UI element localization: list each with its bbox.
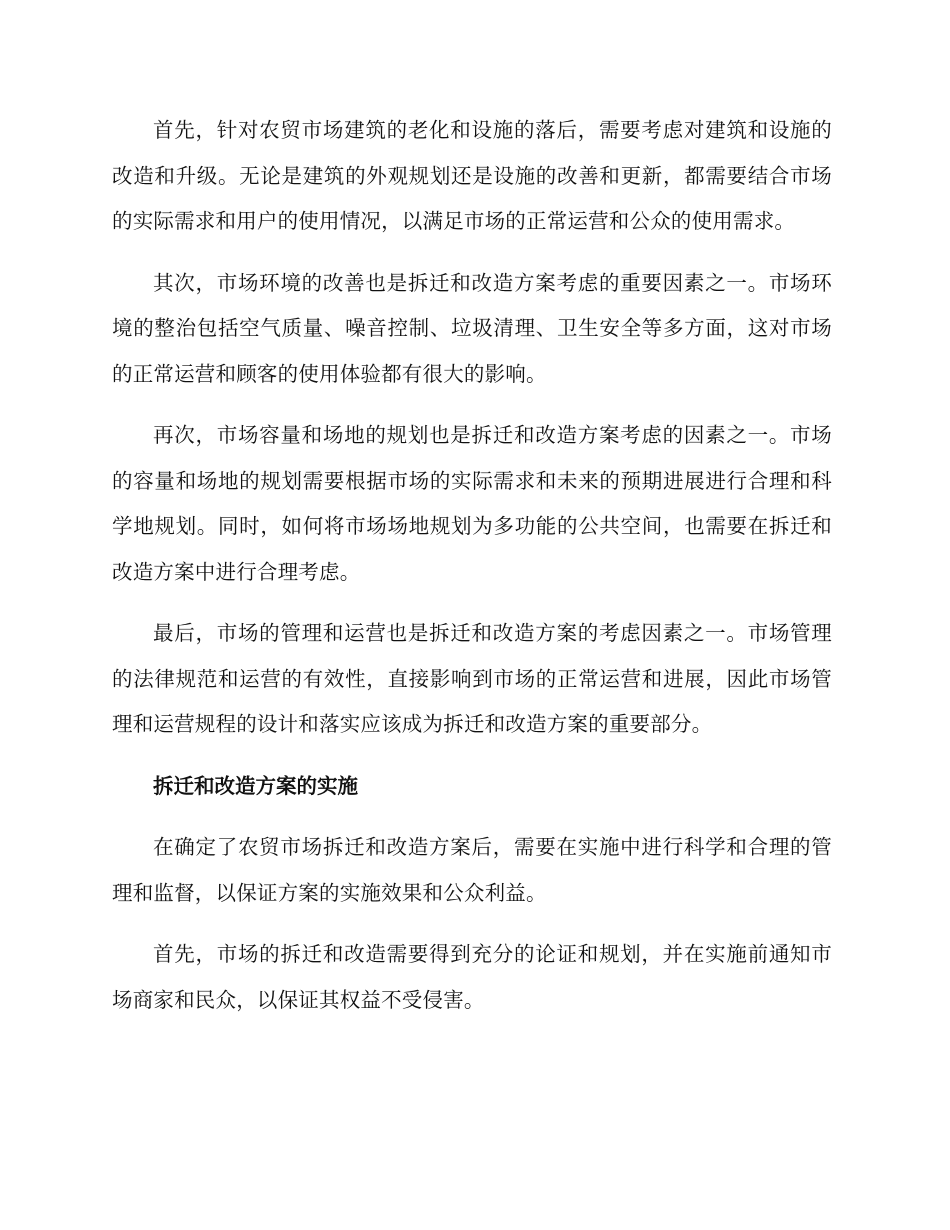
- document-page: [112, 108, 832, 1023]
- section-heading: 拆迁和改造方案的实施: [153, 773, 358, 798]
- paragraph-management: 最后，市场的管理和运营也是拆迁和改造方案的考虑因素之一。市场管理的法律规范和运营的有效性，直接影响到市场的正常运营和进展，因此市场管理和运营规程的设计和落实应该成为拆迁和改造方案的重要部分。: [112, 621, 832, 736]
- paragraph-implementation-first: 首先，市场的拆迁和改造需要得到充分的论证和规划，并在实施前通知市场商家和民众，以保证其权益不受侵害。: [112, 942, 832, 1012]
- paragraph-capacity-planning: 再次，市场容量和场地的规划也是拆迁和改造方案考虑的因素之一。市场的容量和场地的规划需要根据市场的实际需求和未来的预期进展进行合理和科学地规划。同时，如何将市场场地规划为多功能的公共空间，也需要在拆迁和改造方案中进行合理考虑。: [112, 423, 832, 584]
- paragraph-implementation-intro: 在确定了农贸市场拆迁和改造方案后，需要在实施中进行科学和合理的管理和监督，以保证方案的实施效果和公众利益。: [112, 835, 832, 905]
- paragraph-building-upgrade: 首先，针对农贸市场建筑的老化和设施的落后，需要考虑对建筑和设施的改造和升级。无论是建筑的外观规划还是设施的改善和更新，都需要结合市场的实际需求和用户的使用情况，以满足市场的正常运营和公众的使用需求。: [112, 118, 832, 233]
- paragraph-environment: 其次，市场环境的改善也是拆迁和改造方案考虑的重要因素之一。市场环境的整治包括空气质量、噪音控制、垃圾清理、卫生安全等多方面，这对市场的正常运营和顾客的使用体验都有很大的影响。: [112, 270, 832, 386]
